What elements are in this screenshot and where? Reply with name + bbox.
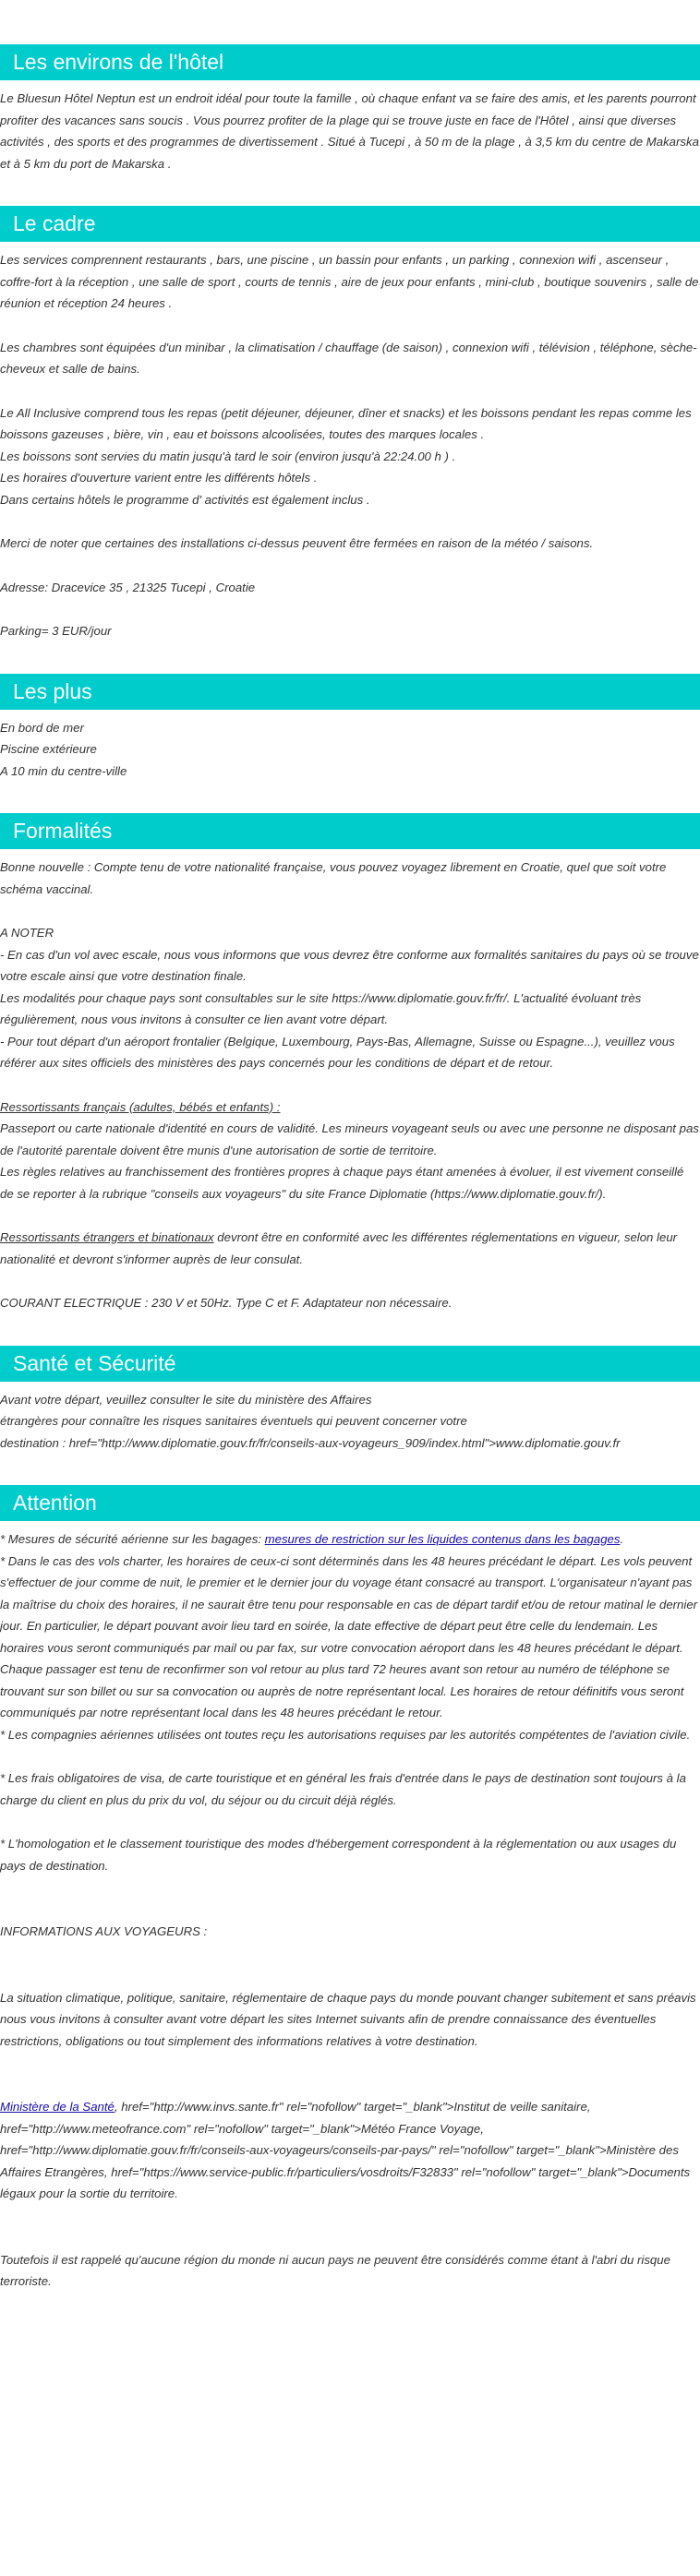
paragraph: * Les compagnies aériennes utilisées ont toutes reçu les autorisations requises par les autorités compétentes de l'aviation civile. — [0, 1727, 691, 1742]
section-body — [0, 1389, 700, 1455]
section-formalites — [0, 813, 700, 1314]
paragraph: * L'homologation et le classement touristique des modes d'hébergement correspondent à la réglementation ou aux usages du pays de destination. — [0, 1837, 677, 1873]
paragraph: Avant votre départ, veuillez consulter le site du ministère des Affaires — [0, 1392, 372, 1407]
paragraph: - En cas d'un vol avec escale, nous vous informons que vous devrez être conforme aux formalités sanitaires du pays où se trouve votre escale ainsi que votre destination finale. — [0, 947, 699, 983]
paragraph: Les services comprennent restaurants , bars, une piscine , un bassin pour enfants , un parking , connexion wifi , ascenseur , coffre-fort à la réception , une salle de sport , courts de tennis , aire de jeux pour enfants , mini-club , boutique souvenirs , salle de réunion et réception 24 heures . — [0, 253, 699, 310]
section-body — [0, 1528, 700, 2293]
paragraph-text: , href="http://www.invs.sante.fr" rel="nofollow" target="_blank">Institut de veille sanitaire, href="http://www.meteofrance.com" rel="nofollow" target="_blank">Météo France Voyage, href="http://www.diplomatie.gouv.fr/fr/conseils-aux-voyageurs/conseils-par-pays/" rel="nofollow" target="_blank">Ministère des Affaires Etrangères, href="https://www.service-public.fr/particuliers/vosdroits/F32833" rel="nofollow" target="_blank">Documents légaux pour la sortie du territoire. — [0, 2100, 691, 2200]
paragraph-text: devront être en conformité avec les différentes réglementations en vigueur, selon leur nationalité et devront s'informer auprès de leur consulat. — [0, 1230, 678, 1266]
paragraph: * Les frais obligatoires de visa, de carte touristique et en général les frais d'entrée dans le pays de destination sont toujours à la charge du client en plus du prix du vol, du séjour ou du circuit déjà réglés. — [0, 1771, 686, 1807]
paragraph: Le Bluesun Hôtel Neptun est un endroit idéal pour toute la famille , où chaque enfant va se faire des amis, et les parents pourront profiter des vacances sans soucis . Vous pourrez profiter de la plage qui se trouve juste en face de l'Hôtel , ainsi que diverses activités , des sports et des programmes de divertissement . Situé à Tucepi , à 50 m de la plage , à 3,5 km du centre de Makarska et à 5 km du port de Makarska . — [0, 91, 699, 171]
paragraph: Les modalités pour chaque pays sont consultables sur le site https://www.diplomatie.gouv.fr/fr/. L'actualité évoluant très régulièrement, nous vous invitons à consulter ce lien avant votre départ. — [0, 990, 642, 1026]
section-body — [0, 249, 700, 642]
section-title: Santé et Sécurité — [0, 1346, 700, 1382]
section-title: Les plus — [0, 674, 700, 710]
section-body — [0, 857, 700, 1314]
paragraph: Passeport ou carte nationale d'identité en cours de validité. Les mineurs voyageant seuls ou avec une personne ne disposant pas de l'autorité parentale doivent être munis d'une autorisation de sortie de territoire. — [0, 1121, 699, 1157]
paragraph: étrangères pour connaître les risques sanitaires éventuels qui peuvent concerner votre — [0, 1414, 467, 1428]
paragraph: Les horaires d'ouverture varient entre les différents hôtels . — [0, 471, 318, 485]
section-title: Les environs de l'hôtel — [0, 44, 700, 80]
subheading-french: Ressortissants français (adultes, bébés et enfants) : — [0, 1099, 281, 1114]
paragraph: nous vous invitons à consulter avant votre départ les sites Internet suivants afin de prendre connaissance des éventuelles restrictions, obligations ou tout simplement des informations relatives à votre destination. — [0, 2012, 657, 2048]
liquids-restriction-link[interactable]: mesures de restriction sur les liquides contenus dans les bagages — [264, 1532, 621, 1546]
paragraph: La situation climatique, politique, sanitaire, réglementaire de chaque pays du monde pouvant changer subitement et sans préavis — [0, 1990, 696, 2005]
paragraph — [0, 1528, 700, 1551]
section-title: Le cadre — [0, 206, 700, 242]
note-title: A NOTER — [0, 926, 54, 940]
electric-info: COURANT ELECTRIQUE : 230 V et 50Hz. Type C et F. Adaptateur non nécessaire. — [0, 1296, 453, 1310]
section-title: Attention — [0, 1485, 700, 1521]
paragraph: Dans certains hôtels le programme d' activités est également inclus . — [0, 492, 370, 507]
paragraph: Les boissons sont servies du matin jusqu'à tard le soir (environ jusqu'à 22:24.00 h ) . — [0, 449, 456, 463]
address: Adresse: Dracevice 35 , 21325 Tucepi , Croatie — [0, 580, 256, 594]
paragraph — [0, 2096, 700, 2205]
paragraph: - Pour tout départ d'un aéroport frontalier (Belgique, Luxembourg, Pays-Bas, Allemagne, Suisse ou Espagne...), veuillez vous référer aux sites officiels des ministères des pays concernés pour les conditions de départ et de retour. — [0, 1034, 675, 1070]
paragraph: Les chambres sont équipées d'un minibar , la climatisation / chauffage (de saison) , connexion wifi , télévision , téléphone, sèche-cheveux et salle de bains. — [0, 340, 697, 376]
paragraph — [0, 1227, 700, 1270]
section-body — [0, 717, 700, 783]
paragraph: destination : href="http://www.diplomatie.gouv.fr/fr/conseils-aux-voyageurs_909/index.html">www.diplomatie.gouv.fr — [0, 1435, 621, 1450]
paragraph: Toutefois il est rappelé qu'aucune région du monde ni aucun pays ne peuvent être considérés comme étant à l'abri du risque terroriste. — [0, 2252, 670, 2288]
section-cadre — [0, 206, 700, 642]
section-attention — [0, 1485, 700, 2293]
list-item: Piscine extérieure — [0, 742, 97, 756]
health-ministry-link[interactable]: Ministère de la Santé — [0, 2100, 115, 2114]
paragraph: Le All Inclusive comprend tous les repas (petit déjeuner, déjeuner, dîner et snacks) et les boissons pendant les repas comme les boissons gazeuses , bière, vin , eau et boissons alcoolisées, toutes des marques locales . — [0, 405, 692, 441]
section-body — [0, 88, 700, 174]
list-item: A 10 min du centre-ville — [0, 763, 127, 778]
section-environs — [0, 44, 700, 174]
paragraph-text: . — [620, 1532, 624, 1546]
paragraph: Merci de noter que certaines des installations ci-dessus peuvent être fermées en raison de la météo / saisons. — [0, 536, 594, 550]
paragraph: Bonne nouvelle : Compte tenu de votre nationalité française, vous pouvez voyagez librement en Croatie, quel que soit votre schéma vaccinal. — [0, 860, 667, 896]
paragraph-text: * Mesures de sécurité aérienne sur les bagages: — [0, 1532, 265, 1546]
section-plus — [0, 674, 700, 783]
paragraph: Les règles relatives au franchissement des frontières propres à chaque pays étant amenées à évoluer, il est vivement conseillé de se reporter à la rubrique "conseils aux voyageurs" du site France Diplomatie (https://www.diplomatie.gouv.fr/). — [0, 1165, 684, 1201]
section-sante — [0, 1346, 700, 1455]
parking-info: Parking= 3 EUR/jour — [0, 624, 112, 638]
subheading-foreign: Ressortissants étrangers et binationaux — [0, 1230, 214, 1244]
section-title: Formalités — [0, 813, 700, 849]
list-item: En bord de mer — [0, 720, 84, 735]
info-title: INFORMATIONS AUX VOYAGEURS : — [0, 1924, 208, 1938]
paragraph: * Dans le cas des vols charter, les horaires de ceux-ci sont déterminés dans les 48 heures précédant le départ. Les vols peuvent s'effectuer de jour comme de nuit, le premier et le dernier jour du voyage étant consacré au transport. L'organisateur n'ayant pas la maîtrise du choix des horaires, il ne saurait être tenu pour responsable en cas de départ tardif et/ou de retour matinal le dernier jour. En particulier, le départ pouvant avoir lieu tard en soirée, la date effective de départ peut être celle du lendemain. Les horaires vous seront communiqués par mail ou par fax, sur votre convocation aéroport dans les 48 heures précédant le départ. Chaque passager est tenu de reconfirmer son vol retour au plus tard 72 heures avant son retour au numéro de téléphone se trouvant sur son billet ou sur sa convocation ou auprès de notre représentant local. Les horaires de retour définitifs vous seront communiqués par notre représentant local dans les 48 heures précédant le retour. — [0, 1553, 698, 1719]
